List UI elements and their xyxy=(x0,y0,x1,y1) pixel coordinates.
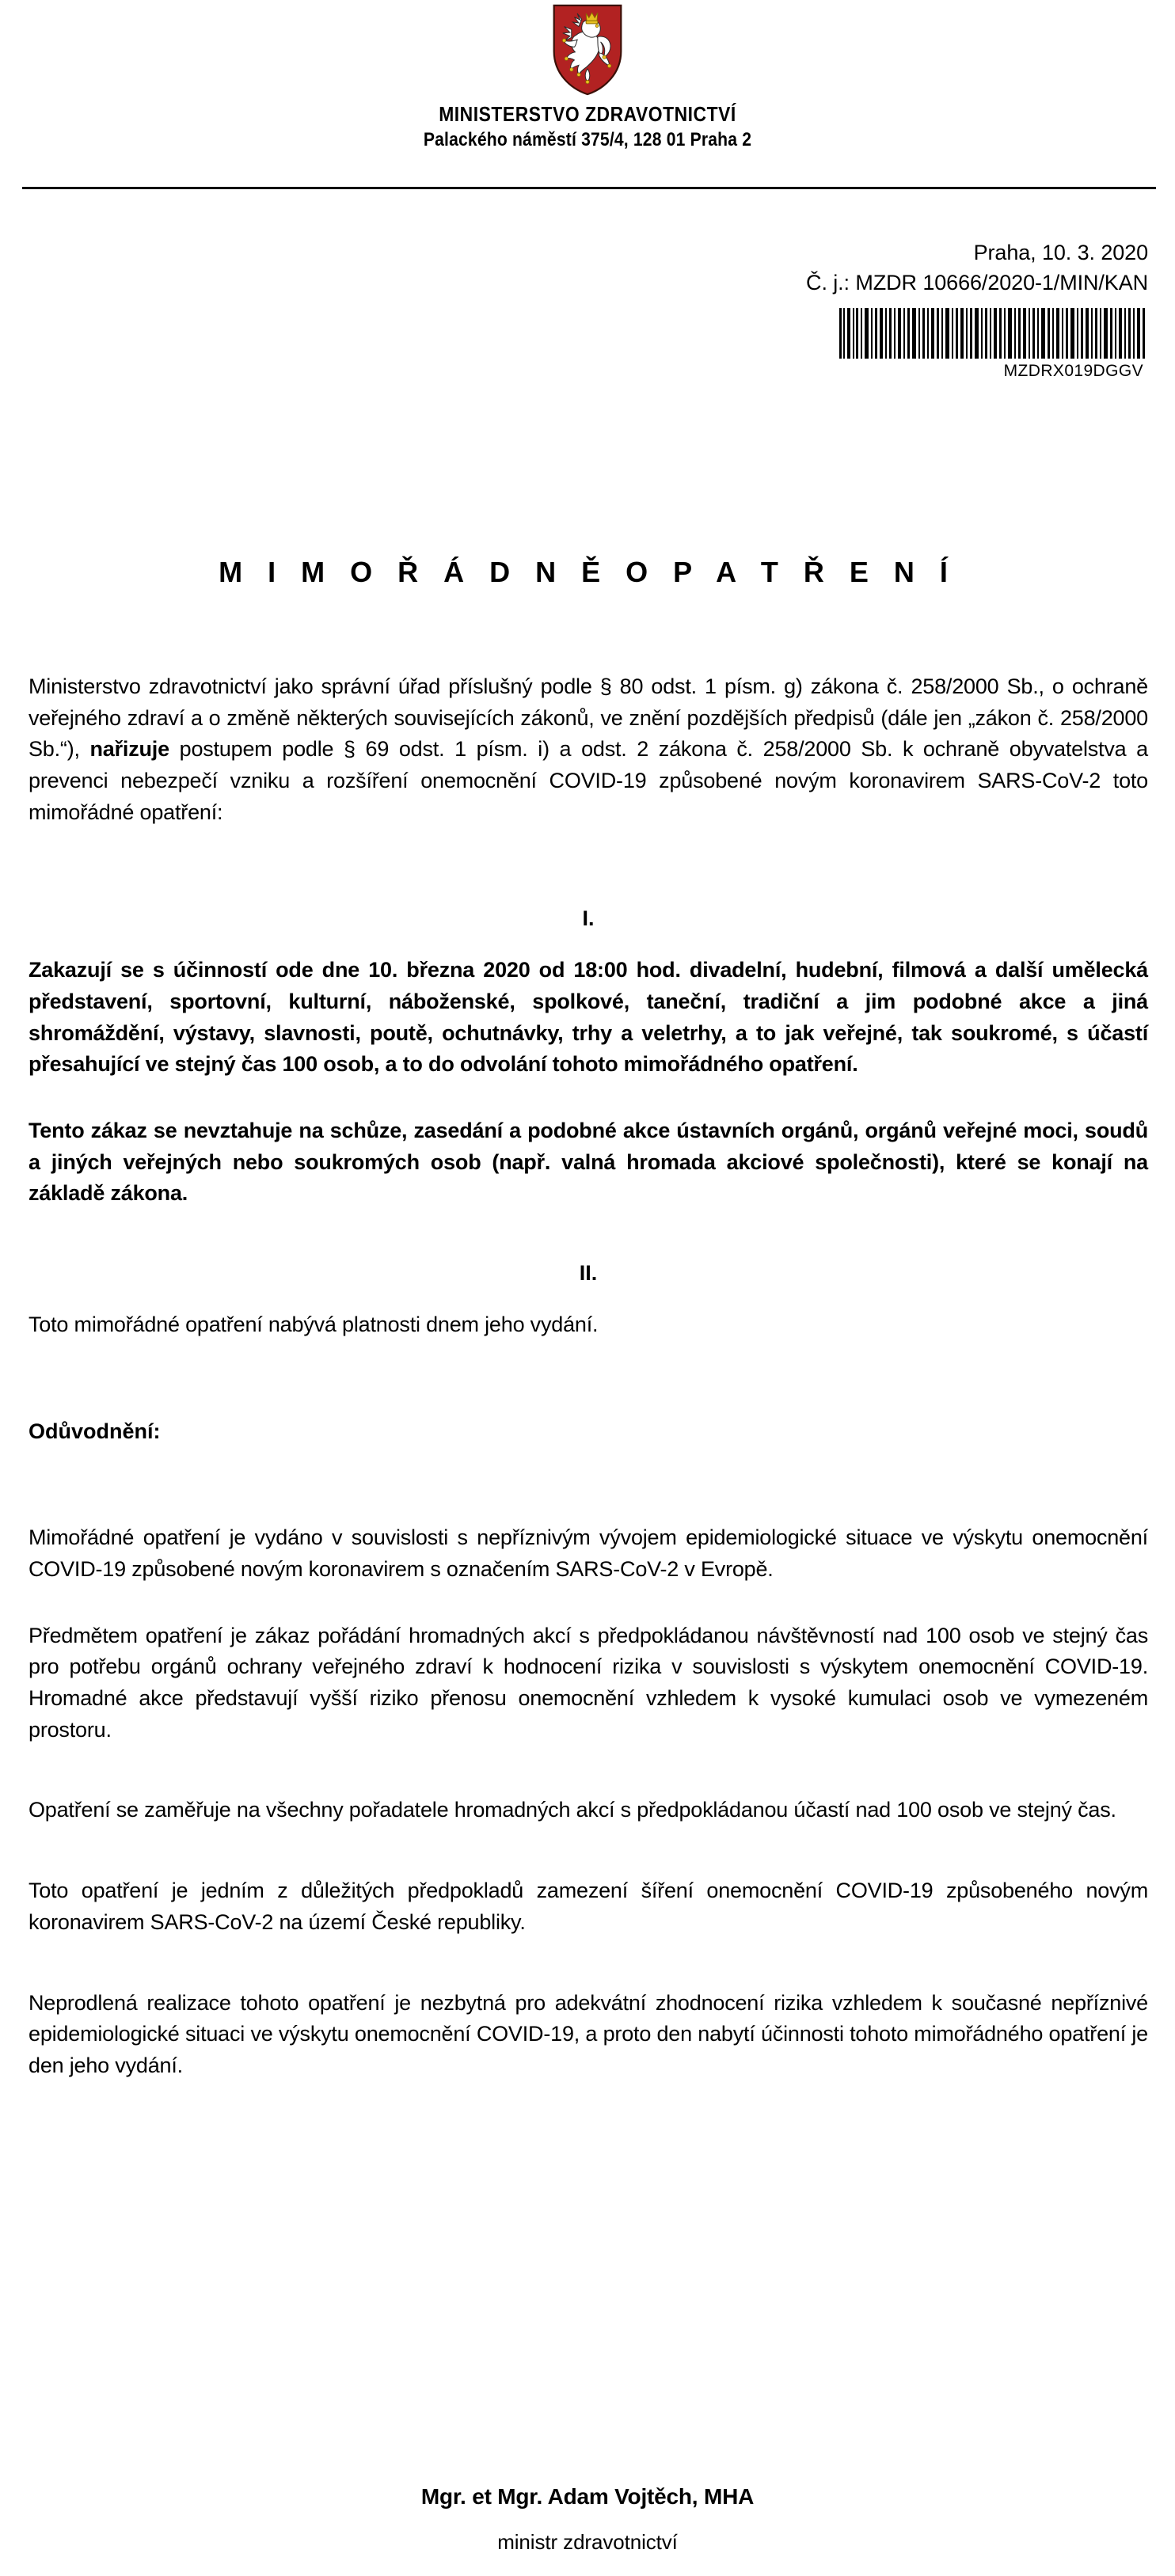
spacer xyxy=(29,1586,1148,1620)
spacer xyxy=(29,828,1148,904)
ministry-address: Palackého náměstí 375/4, 128 01 Praha 2 xyxy=(423,128,752,150)
ministry-identity xyxy=(0,103,1175,152)
intro-part-1: Ministerstvo zdravotnictví jako správní úřad příslušný podle § 80 odst. 1 písm. g) zákona č. 258/2000 Sb., o ochraně veřejného zdraví a o změně některých souvisejících zákonů, ve znění pozdějších předpisů (dále jen „zákon č. 258/2000 Sb.“), xyxy=(29,674,1148,762)
signature-block xyxy=(0,2484,1175,2555)
section-one-number: I. xyxy=(582,906,595,931)
section-two-paragraph-1: Toto mimořádné opatření nabývá platnosti dnem jeho vydání. xyxy=(29,1312,599,1336)
justification-paragraph-5: Neprodlená realizace tohoto opatření je nezbytná pro adekvátní zhodnocení rizika vzhledem k současné nepříznivé epidemiologické situaci ve výskytu onemocnění COVID-19, a proto den nabytí účinnosti tohoto mimořádného opatření je den jeho vydání. xyxy=(29,1990,1148,2077)
page-title: M I M O Ř Á D N Ě O P A T Ř E N Í xyxy=(219,556,956,588)
czech-coat-of-arms-icon xyxy=(551,3,624,97)
spacer xyxy=(29,1341,1148,1417)
intro-bold-word: nařizuje xyxy=(89,737,169,762)
spacer xyxy=(29,1210,1148,1259)
intro-part-2: postupem podle § 69 odst. 1 písm. i) a odst. 2 zákona č. 258/2000 Sb. k ochraně obyvatelstva a prevenci nebezpečí vzniku a rozšíření onemocnění COVID-19 způsobené novým koronavirem SARS-CoV-2 toto mimořádné opatření: xyxy=(29,737,1148,824)
spacer xyxy=(29,1826,1148,1875)
justification-paragraph-2: Předmětem opatření je zákaz pořádání hromadných akcí s předpokládanou návštěvností nad 100 osob ve stejný čas pro potřebu orgánů ochrany veřejného zdraví k hodnocení rizika v souvislosti s výskytem onemocnění COVID-19. Hromadné akce představují vyšší riziko přenosu onemocnění vzhledem k vysoké kumulaci osob ve vymezeném prostoru. xyxy=(29,1623,1148,1742)
barcode-label: MZDRX019DGGV xyxy=(1003,361,1143,380)
place-and-date: Praha, 10. 3. 2020 xyxy=(973,241,1148,264)
document-header xyxy=(0,0,1175,152)
section-two-number: II. xyxy=(579,1261,598,1286)
spacer xyxy=(29,1939,1148,1988)
barcode-image xyxy=(838,308,1148,359)
header-divider-rule xyxy=(22,187,1156,189)
justification-heading: Odůvodnění: xyxy=(29,1419,161,1443)
intro-paragraph xyxy=(29,671,1148,828)
justification-paragraph-1: Mimořádné opatření je vydáno v souvislosti s nepříznivým vývojem epidemiologické situace ve výskytu onemocnění COVID-19 způsobené novým koronavirem s označením SARS-CoV-2 v Evropě. xyxy=(29,1525,1148,1582)
crest-container xyxy=(0,0,1175,97)
spacer xyxy=(29,1081,1148,1115)
spacer xyxy=(29,934,1148,955)
spacer xyxy=(29,1746,1148,1795)
reference-number: Č. j.: MZDR 10666/2020-1/MIN/KAN xyxy=(806,271,1148,295)
signatory-role: ministr zdravotnictví xyxy=(497,2530,678,2554)
spacer xyxy=(29,1289,1148,1309)
spacer xyxy=(29,1446,1148,1522)
section-one-paragraph-1: Zakazují se s účinností ode dne 10. března 2020 od 18:00 hod. divadelní, hudební, filmová a další umělecká představení, sportovní, kulturní, náboženské, spolkové, taneční, tradiční a jim podobné akce a jiná shromáždění, výstavy, slavnosti, poutě, ochutnávky, trhy a veletrhy, a to jak veřejné, tak soukromé, s účastí přesahující ve stejný čas 100 osob, a to do odvolání tohoto mimořádného opatření. xyxy=(29,958,1148,1077)
document-meta-block xyxy=(530,237,1148,381)
justification-paragraph-3: Opatření se zaměřuje na všechny pořadatele hromadných akcí s předpokládanou účastí nad 100 osob ve stejný čas. xyxy=(29,1798,1116,1822)
document-body xyxy=(29,671,1148,2082)
signatory-name: Mgr. et Mgr. Adam Vojtěch, MHA xyxy=(420,2484,755,2509)
ministry-name: MINISTERSTVO ZDRAVOTNICTVÍ xyxy=(439,102,736,126)
section-one-paragraph-2: Tento zákaz se nevztahuje na schůze, zasedání a podobné akce ústavních orgánů, orgánů veřejné moci, soudů a jiných veřejných nebo soukromých osob (např. valná hromada akciové společnosti), které se konají na základě zákona. xyxy=(29,1118,1148,1206)
barcode-container xyxy=(530,308,1148,381)
justification-paragraph-4: Toto opatření je jedním z důležitých předpokladů zamezení šíření onemocnění COVID-19 způsobeného novým koronavirem SARS-CoV-2 na území České republiky. xyxy=(29,1879,1148,1934)
